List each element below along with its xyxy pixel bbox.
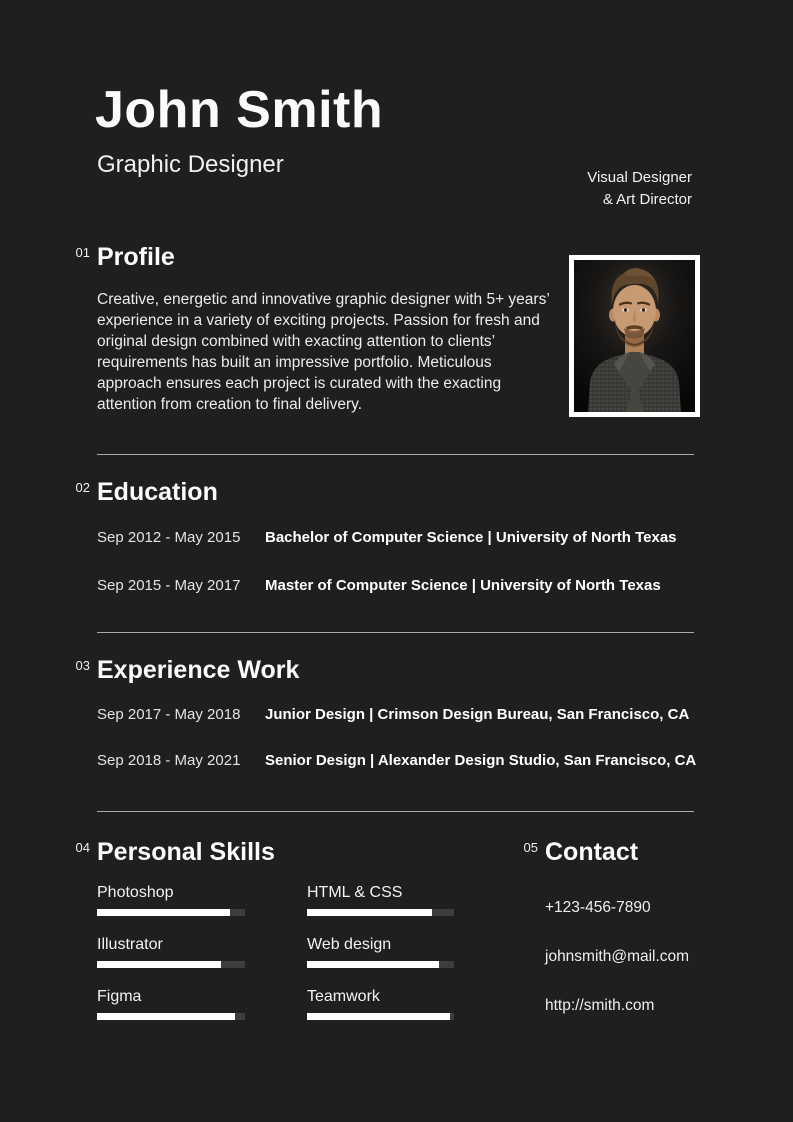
skill-item bbox=[97, 936, 245, 968]
section-title: Contact bbox=[545, 838, 639, 866]
skill-bar-track bbox=[97, 961, 245, 968]
contact-email: johnsmith@mail.com bbox=[545, 948, 690, 965]
skill-label: Photoshop bbox=[97, 884, 174, 901]
skill-bar-fill bbox=[307, 909, 432, 916]
entry-description: Bachelor of Computer Science | University of North Texas bbox=[265, 529, 677, 546]
skill-label: Figma bbox=[97, 988, 142, 1005]
skills-column-right bbox=[307, 884, 454, 1040]
section-title: Experience Work bbox=[97, 656, 300, 684]
education-entry bbox=[97, 529, 677, 546]
entry-dates: Sep 2017 - May 2018 bbox=[97, 706, 241, 723]
contact-list bbox=[545, 899, 689, 1046]
profile-summary: Creative, energetic and innovative graphic designer with 5+ years’ experience in a variety of exciting projects. Passion for fresh and original design combined with exacting attention to clients’ requirements has built an impressive portfolio. Meticulous approach ensures each project is curated with the exacting attention from creation to final delivery. bbox=[97, 291, 550, 413]
section-title: Profile bbox=[97, 243, 175, 271]
skill-item bbox=[307, 988, 454, 1020]
skill-item bbox=[307, 936, 454, 968]
section-number: 01 bbox=[75, 245, 90, 260]
portrait-illustration bbox=[574, 260, 695, 412]
skill-bar-fill bbox=[307, 961, 439, 968]
person-name: John Smith bbox=[95, 81, 384, 139]
profile-photo bbox=[569, 255, 700, 417]
education-section-heading bbox=[75, 478, 218, 507]
tagline-line-2: & Art Director bbox=[602, 190, 692, 208]
entry-description: Junior Design | Crimson Design Bureau, San Francisco, CA bbox=[265, 706, 690, 723]
section-divider bbox=[97, 454, 694, 455]
skill-item bbox=[97, 988, 245, 1020]
job-title: Graphic Designer bbox=[97, 151, 284, 178]
entry-dates: Sep 2018 - May 2021 bbox=[97, 752, 241, 769]
skill-item bbox=[97, 884, 245, 916]
tagline bbox=[587, 167, 692, 210]
skills-column-left bbox=[97, 884, 245, 1040]
experience-entry bbox=[97, 706, 689, 723]
skill-bar-fill bbox=[97, 909, 230, 916]
skill-bar-fill bbox=[307, 1013, 450, 1020]
section-number: 05 bbox=[523, 840, 538, 855]
contact-website: http://smith.com bbox=[545, 997, 655, 1014]
section-number: 02 bbox=[75, 480, 90, 495]
section-number: 03 bbox=[75, 658, 90, 673]
tagline-line-1: Visual Designer bbox=[587, 169, 692, 186]
skills-section-heading bbox=[75, 838, 275, 867]
entry-description: Master of Computer Science | University of North Texas bbox=[265, 577, 661, 594]
section-title: Personal Skills bbox=[97, 838, 275, 866]
contact-phone: +123-456-7890 bbox=[545, 899, 651, 916]
skill-label: Teamwork bbox=[307, 988, 380, 1005]
entry-description: Senior Design | Alexander Design Studio, San Francisco, CA bbox=[265, 752, 697, 769]
skill-bar-track bbox=[307, 909, 454, 916]
entry-dates: Sep 2015 - May 2017 bbox=[97, 577, 241, 594]
experience-entry bbox=[97, 752, 696, 769]
section-number: 04 bbox=[75, 840, 90, 855]
skill-label: HTML & CSS bbox=[307, 884, 403, 901]
experience-section-heading bbox=[75, 656, 300, 685]
skill-label: Illustrator bbox=[97, 936, 163, 953]
skill-item bbox=[307, 884, 454, 916]
skill-label: Web design bbox=[307, 936, 392, 953]
skill-bar-fill bbox=[97, 1013, 235, 1020]
entry-dates: Sep 2012 - May 2015 bbox=[97, 529, 241, 546]
education-entry bbox=[97, 577, 661, 594]
section-divider bbox=[97, 632, 694, 633]
profile-section-heading bbox=[75, 243, 175, 272]
skill-bar-fill bbox=[97, 961, 221, 968]
skill-bar-track bbox=[307, 1013, 454, 1020]
contact-section-heading bbox=[523, 838, 639, 867]
skill-bar-track bbox=[97, 1013, 245, 1020]
section-title: Education bbox=[97, 478, 218, 506]
section-divider bbox=[97, 811, 694, 812]
skill-bar-track bbox=[307, 961, 454, 968]
skill-bar-track bbox=[97, 909, 245, 916]
